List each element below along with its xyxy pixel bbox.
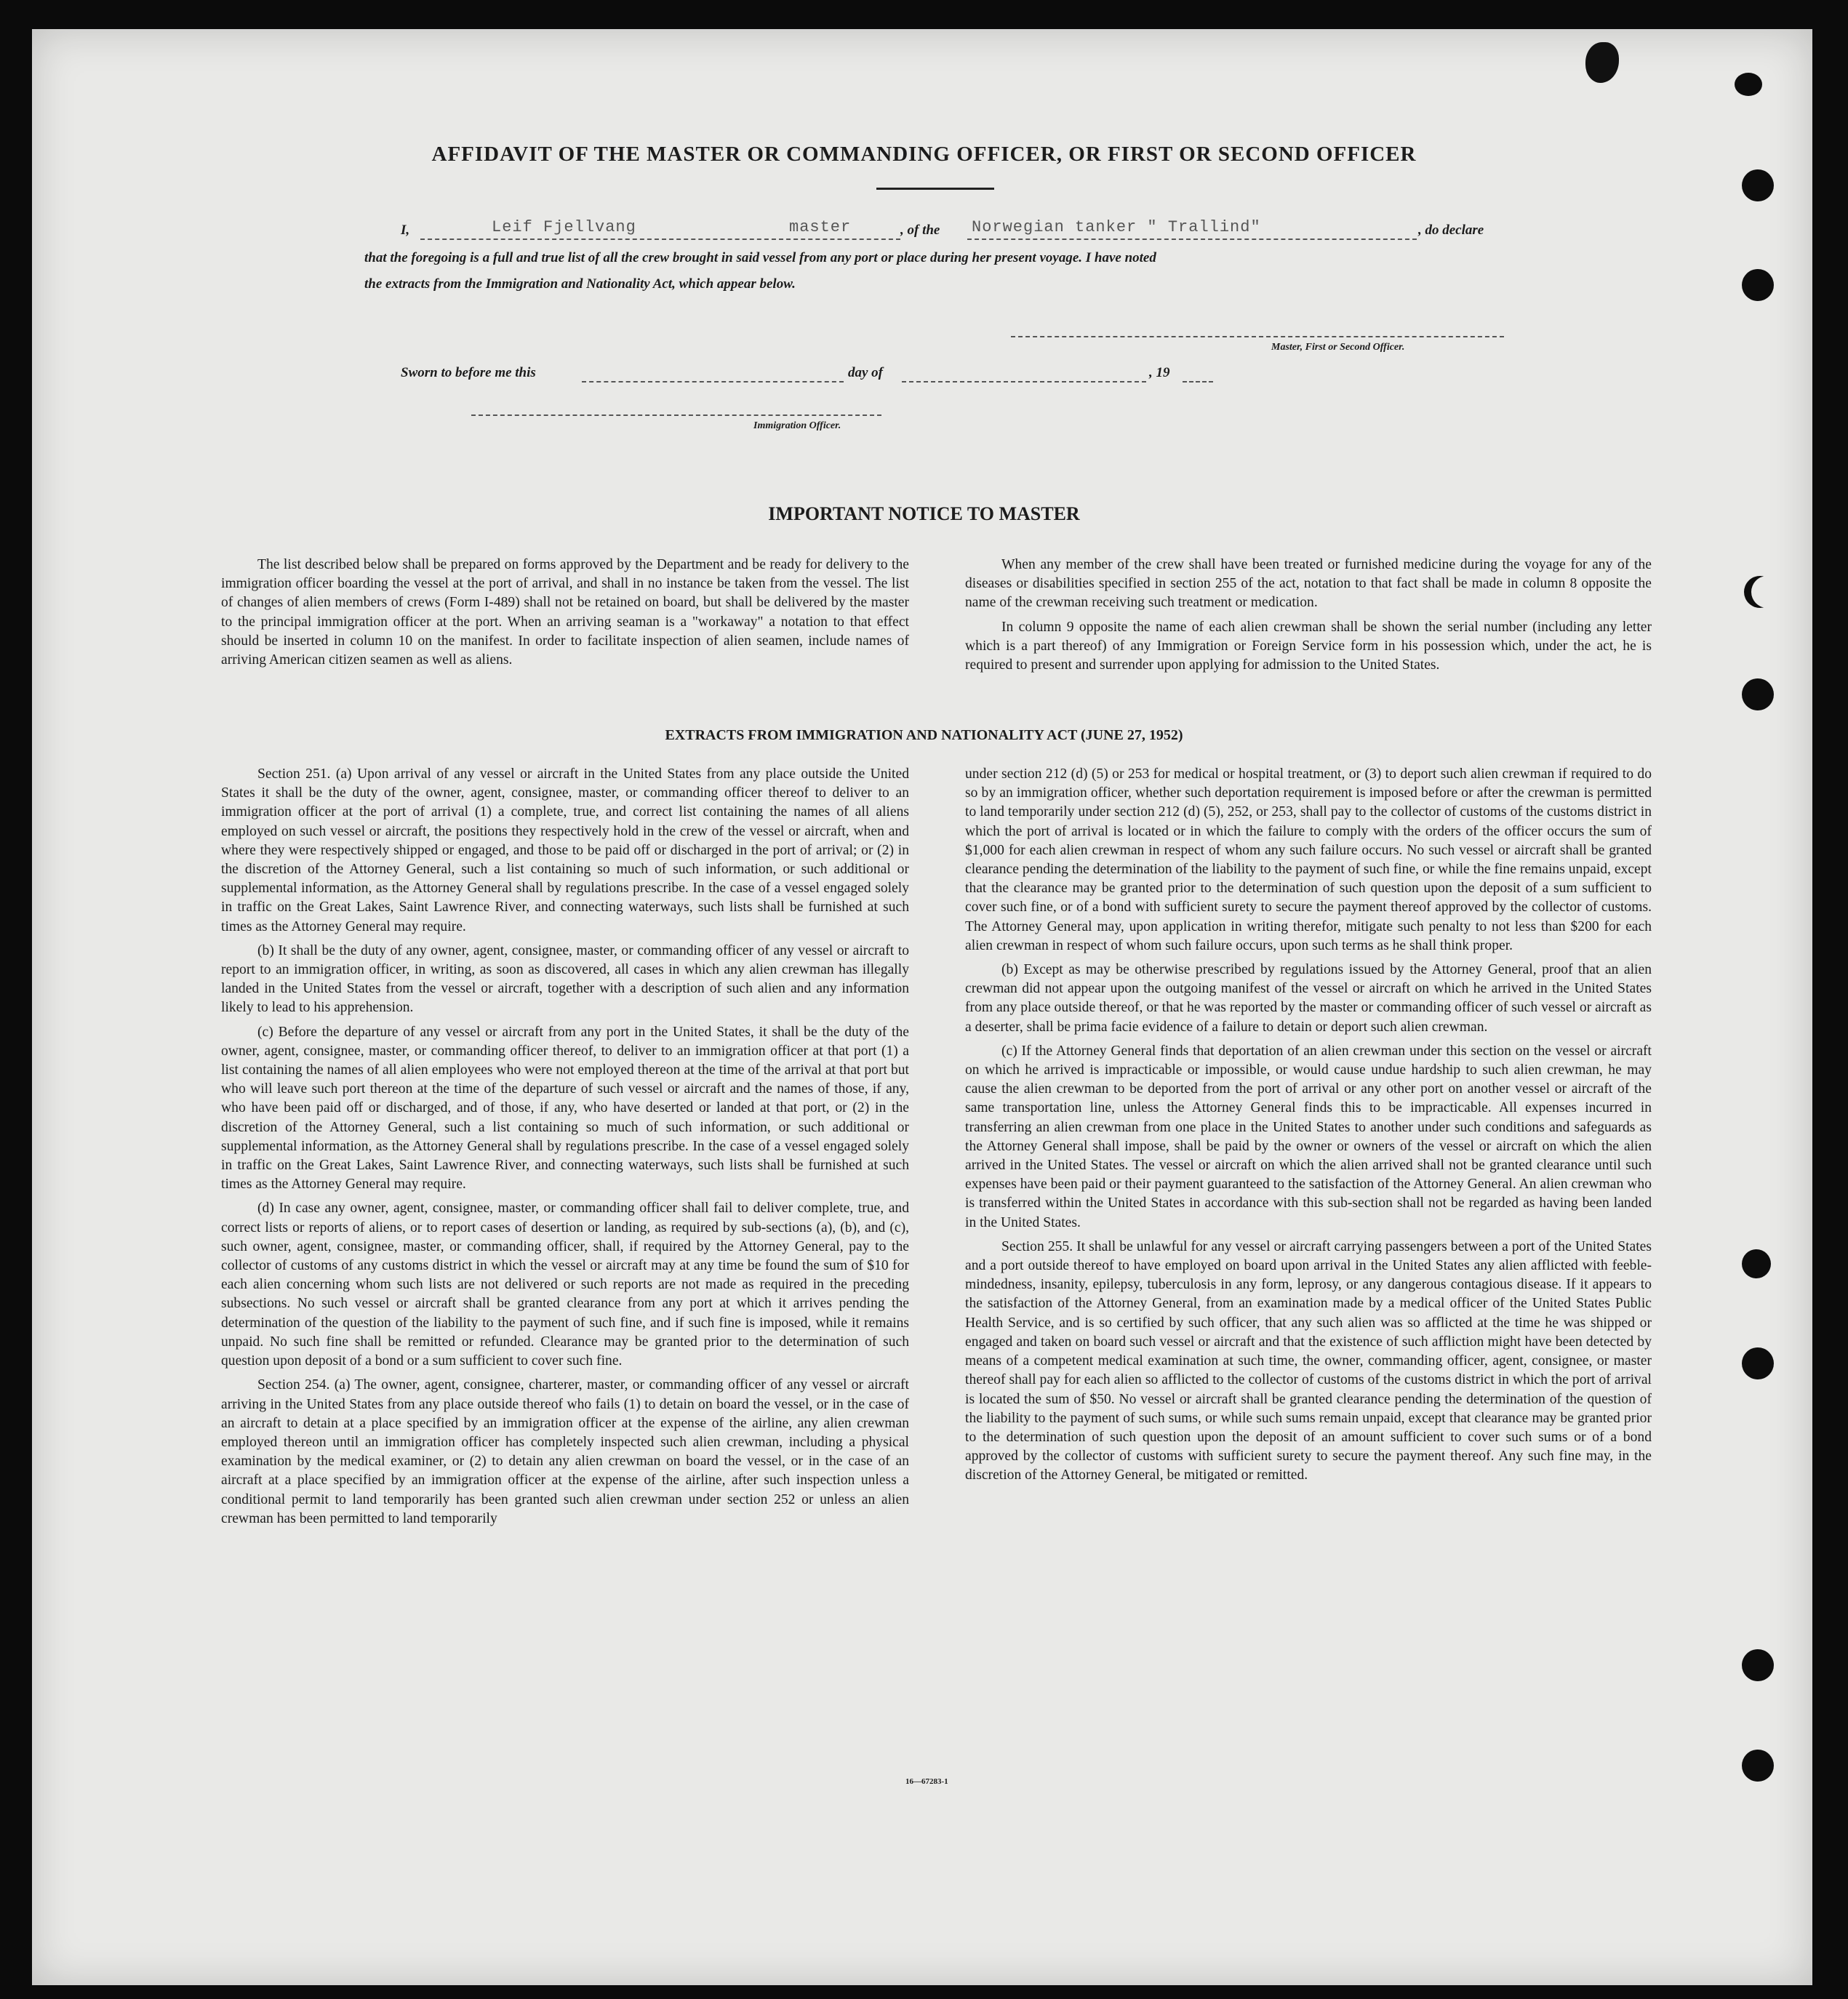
notice-heading: IMPORTANT NOTICE TO MASTER [768, 503, 1080, 524]
sworn-day-of: day of [848, 365, 884, 380]
master-rank: master [789, 218, 852, 236]
section-paragraph: under section 212 (d) (5) or 253 for medical or hospital treatment, or (3) to deport such alien crewman if required to do so by an immigration officer, whether such deportation requirement is imposed before or after the crewman is permitted to land temporarily under section 212 (d) (5), 252, or 253, shall pay to the collector of customs of the customs district in which the port of arrival is located or in which the failure to comply with the orders of the officer occurs the sum of $1,000 for each alien crewman in respect of whom any such failure occurs. No such vessel or aircraft shall be granted clearance pending the determination of the liability to the payment of such fine, or while the fine remains unpaid, except that the clearance may be granted prior to the determination of such question upon the deposit of a sum sufficient to cover such fine, or of a bond with sufficient surety to secure the payment thereof approved by the collector of customs. The Attorney General may, upon application in writing therefor, mitigate such penalty to not less than $200 for each alien crewman in respect of whom such failure occurs, upon such terms as he shall think proper. [965, 766, 1652, 953]
affidavit-of-the: , of the [900, 223, 940, 238]
punch-hole [1742, 678, 1774, 710]
punch-hole [1742, 1347, 1774, 1379]
affidavit-line-3: the extracts from the Immigration and Nationality Act, which appear below. [364, 276, 796, 292]
officer-signature-line [471, 414, 881, 416]
master-signature-line [1011, 336, 1504, 337]
section-paragraph: Section 251. (a) Upon arrival of any vessel or aircraft in the United States from any place outside the United States it shall be the duty of the owner, agent, consignee, master, or commanding officer thereof to deliver to an immigration officer at the port of arrival (1) a complete, true, and correct list containing the names of all aliens employed on such vessel or aircraft, the positions they respectively hold in the crew of the vessel or aircraft, when and where they were respectively shipped or engaged, and those to be paid off or discharged in the port of arrival; or (2) in the discretion of the Attorney General, such a list containing so much of such information, or such additional or supplemental information, as the Attorney General shall by regulations prescribe. In the case of a vessel engaged solely in traffic on the Great Lakes, Saint Lawrence River, and connecting waterways, such lists shall be furnished at such times as the Attorney General may require. [221, 766, 909, 934]
vessel-name: Norwegian tanker " Trallind" [972, 218, 1261, 236]
section-paragraph: (c) Before the departure of any vessel or aircraft from any port in the United States, it shall be the duty of the owner, agent, consignee, master, or commanding officer thereof, to deliver to an immigration officer at that port (1) a list containing the names of all alien employees who were not employed thereon at the time of the arrival at that port but who will leave such port thereon at the time of the departure of such vessel or aircraft and the names of those, if any, who have been paid off or discharged, and of those, if any, who have deserted or landed at that port, or (2) in the discretion of the Attorney General, such a list containing so much of such information, or such additional or supplemental information, as the Attorney General shall by regulations prescribe. In the case of a vessel engaged solely in traffic on the Great Lakes, Saint Lawrence River, and connecting waterways, such lists shall be furnished at such times as the Attorney General may require. [221, 1024, 909, 1193]
notice-paragraph: In column 9 opposite the name of each alien crewman shall be shown the serial number (including any letter which is a part thereof) of any Immigration or Foreign Service form in his possession which, under the act, he is required to present and surrender upon applying for admission to the United States. [965, 619, 1652, 673]
affidavit-title: AFFIDAVIT OF THE MASTER OR COMMANDING OFFICER, OR FIRST OR SECOND OFFICER [431, 143, 1417, 166]
vessel-line [967, 239, 1417, 240]
form-code: 16—67283-1 [905, 1777, 948, 1786]
extracts-heading: EXTRACTS FROM IMMIGRATION AND NATIONALITY ACT (JUNE 27, 1952) [665, 727, 1183, 743]
sworn-prefix: Sworn to before me this [401, 365, 536, 380]
punch-hole [1742, 1249, 1771, 1278]
section-paragraph: Section 255. It shall be unlawful for any vessel or aircraft carrying passengers between a port of the United States and a port outside thereof to have employed on board upon arrival in the United States any alien afflicted with feeble-mindedness, insanity, epilepsy, tuberculosis in any form, leprosy, or any dangerous contagious disease. If it appears to the satisfaction of the Attorney General, from an examination made by a medical officer of the United States Public Health Service, and is so certified by such officer, that any such alien was so afflicted at the time he was shipped or engaged and taken on board such vessel or aircraft and that the existence of such affliction might have been detected by means of a competent medical examination at such time, the owner, commanding officer, agent, consignee, or master thereof shall pay for each alien so afflicted to the collector of customs of the customs district in which the port of arrival is located the sum of $50. No vessel or aircraft shall be granted clearance pending the determination of the question of the liability to the payment of such sums, or while such sums remain unpaid, except that clearance may be granted prior to the determination of such question upon the deposit of an amount sufficient to cover such sums or of a bond approved by the collector of customs with sufficient surety to secure the payment thereof. Any such fine may, in the discretion of the Attorney General, be mitigated or remitted. [965, 1238, 1652, 1483]
affidavit-line-2: that the foregoing is a full and true list of all the crew brought in said vessel from any port or place during her present voyage. I have noted [364, 250, 1156, 265]
name-line [420, 239, 900, 240]
sworn-year: , 19 [1149, 365, 1170, 380]
punch-hole [1742, 269, 1774, 301]
notice-paragraph: When any member of the crew shall have been treated or furnished medicine during the voyage for any of the diseases or disabilities specified in section 255 of the act, notation to that fact shall be made in column 8 opposite the name of the crewman receiving such treatment or medication. [965, 557, 1652, 611]
punch-hole [1735, 73, 1762, 96]
notice-left-column [221, 556, 909, 675]
master-signature-caption: Master, First or Second Officer. [1271, 342, 1405, 353]
master-name: Leif Fjellvang [492, 218, 636, 236]
punch-hole [1742, 1750, 1774, 1782]
notice-right-column [965, 556, 1652, 680]
punch-hole [1744, 576, 1776, 608]
extracts-left-column [221, 765, 909, 1534]
officer-signature-caption: Immigration Officer. [753, 420, 841, 431]
sworn-day-line [582, 381, 844, 382]
affidavit-i: I, [401, 223, 410, 238]
punch-hole [1742, 1649, 1774, 1681]
punch-hole [1742, 169, 1774, 201]
title-rule [876, 188, 994, 190]
sworn-year-line [1183, 381, 1213, 382]
section-paragraph: (d) In case any owner, agent, consignee, master, or commanding officer shall fail to deliver complete, true, and correct lists or reports of aliens, or to report cases of desertion or landing, as required by sub-sections (a), (b), and (c), such owner, agent, consignee, master, or commanding officer, shall, if required by the Attorney General, pay to the collector of customs of any customs district in which the vessel or aircraft may at any time be found the sum of $10 for each alien concerning whom such lists are not delivered or such reports are not made as required in the preceding subsections. No such vessel or aircraft shall be granted clearance from any port at which it arrives pending the determination of the question of the liability to the payment of such fine, and if such fine is imposed, while it remains unpaid. No such fine shall be remitted or refunded. Clearance may be granted prior to the determination of such question upon deposit of a bond or a sum sufficient to cover such fine. [221, 1201, 909, 1369]
section-paragraph: (c) If the Attorney General finds that deportation of an alien crewman under this section on the vessel or aircraft on which he arrived is impracticable or impossible, or would cause undue hardship to such alien crewman, he may cause the alien crewman to be deported from the port of arrival or any other port on another vessel or aircraft of the same transportation line, unless the Attorney General finds this to be impracticable. All expenses incurred in transferring an alien crewman from one place in the United States to another under such conditions and safeguards as the Attorney General shall impose, shall be paid by the owner or owners of the vessel or aircraft on which the alien arrived in the United States. The vessel or aircraft on which the alien arrived shall not be granted clearance until such expenses have been paid or their payment guaranteed to the satisfaction of the Attorney General. An alien crewman who is transferred within the United States in accordance with this sub-section shall not be regarded as having been landed in the United States. [965, 1043, 1652, 1230]
section-paragraph: (b) It shall be the duty of any owner, agent, consignee, master, or commanding officer of any vessel or aircraft to report to an immigration officer, in writing, as soon as discovered, all cases in which any alien crewman has illegally landed in the United States from the vessel or aircraft, together with a description of such alien and any information likely to lead to his apprehension. [221, 942, 909, 1016]
section-paragraph: Section 254. (a) The owner, agent, consignee, charterer, master, or commanding officer of any vessel or aircraft arriving in the United States from any place outside thereof who fails (1) to detain on board the vessel, or in the case of an aircraft to detain at a place specified by an immigration officer at the expense of the airline, any alien crewman employed thereon until an immigration officer has completely inspected such alien crewman, including a physical examination by the medical examiner, or (2) to detain any alien crewman on board the vessel, or in the case of an aircraft at a place specified by an immigration officer at the expense of the airline, after such inspection unless a conditional permit to land temporarily has been granted such alien crewman under section 252 or unless an alien crewman has been permitted to land temporarily [221, 1377, 909, 1526]
section-paragraph: (b) Except as may be otherwise prescribed by regulations issued by the Attorney General, proof that an alien crewman did not appear upon the outgoing manifest of the vessel or aircraft on which he arrived in the United States from any place outside thereof, or that he was reported by the master or commanding officer of such vessel or aircraft as a deserter, shall be prima facie evidence of a failure to detain or deport such alien crewman. [965, 962, 1652, 1035]
extracts-right-column [965, 765, 1652, 1491]
sworn-month-line [902, 381, 1146, 382]
affidavit-declare: , do declare [1418, 223, 1484, 238]
notice-paragraph: The list described below shall be prepared on forms approved by the Department and be ready for delivery to the immigration officer boarding the vessel at the port of arrival, and shall in no instance be taken from the vessel. The list of changes of alien members of crews (Form I-489) shall not be retained on board, but shall be delivered by the master to the principal immigration officer at the port. When an arriving seaman is a "workaway" a notation to that effect should be inserted in column 10 on the manifest. In order to facilitate inspection of alien seamen, include names of arriving American citizen seamen as well as aliens. [221, 557, 909, 668]
